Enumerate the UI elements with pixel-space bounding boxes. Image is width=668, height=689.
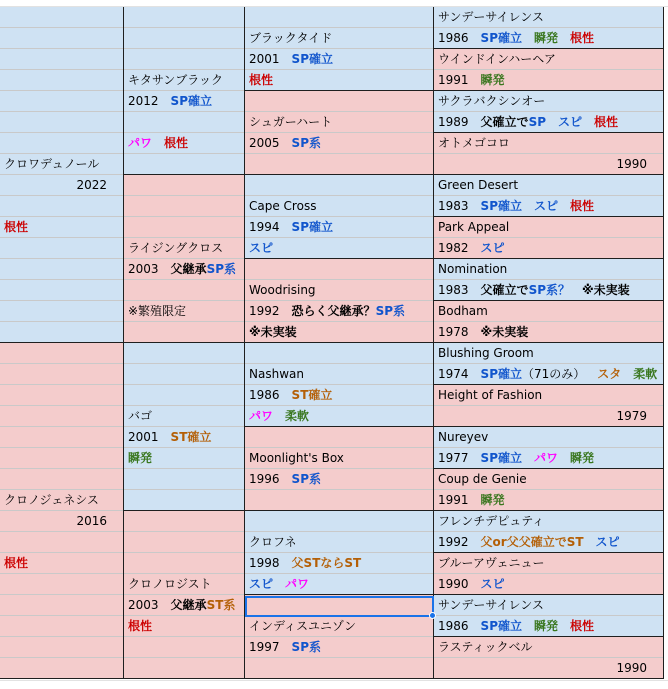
sheet-row[interactable] [0,616,123,637]
gen4-cell-sire[interactable] [434,7,664,49]
trait-label: 瞬発 [534,619,559,633]
sheet-row[interactable] [434,595,663,616]
gen4-cell-dam[interactable] [434,553,664,595]
sheet-row[interactable] [124,637,244,658]
inheritance-note: 父確立でSP系？ [480,283,571,297]
gen4-cell-sire[interactable] [434,259,664,301]
sheet-row[interactable] [245,616,433,637]
sheet-row[interactable] [124,385,244,406]
sheet-row[interactable] [434,469,663,490]
sheet-row[interactable] [245,217,433,238]
sheet-row[interactable] [0,280,123,301]
sheet-row[interactable] [434,280,663,301]
birth-year: 1983 [438,283,469,297]
trait-label: SP確立 [170,94,212,108]
sheet-row[interactable] [434,406,663,427]
sheet-row[interactable] [245,406,433,427]
sheet-row[interactable] [124,406,244,427]
sheet-row[interactable] [434,7,663,28]
trait-label: 柔軟 [285,409,310,423]
birth-year: 1992 [438,535,469,549]
trait-label: 根性 [570,619,595,633]
horse-name: Nureyev [438,430,489,444]
sheet-row[interactable] [0,112,123,133]
trait-label: スピ [480,577,505,591]
sheet-row[interactable] [0,658,123,679]
sheet-row[interactable] [124,343,244,364]
sheet-row[interactable] [434,196,663,217]
horse-name: Cape Cross [249,199,317,213]
sheet-row[interactable] [434,532,663,553]
sheet-row[interactable] [434,301,663,322]
sheet-row[interactable] [124,175,244,196]
horse-name: クロワデュノール [4,157,100,171]
sheet-row[interactable] [124,112,244,133]
sheet-row[interactable] [124,217,244,238]
sheet-row[interactable] [0,406,123,427]
gen4-cell-sire[interactable] [434,91,664,133]
birth-year: 1998 [249,556,280,570]
sheet-row[interactable] [434,238,663,259]
birth-year: 2003 [128,262,159,276]
sheet-row[interactable] [245,91,433,112]
trait-label: SP確立 [291,52,333,66]
horse-name: シュガーハート [249,115,333,129]
gen4-cell-dam[interactable] [434,49,664,91]
trait-label: スピ [595,535,620,549]
sheet-row[interactable] [434,658,663,679]
gen4-cell-sire[interactable] [434,595,664,637]
birth-year: 2022 [76,178,107,192]
sheet-row[interactable] [124,238,244,259]
horse-name: Height of Fashion [438,388,543,402]
sheet-row[interactable] [245,574,433,595]
trait-label: ※未実装 [480,325,529,339]
trait-label: 根性 [249,73,274,87]
sheet-row[interactable] [124,469,244,490]
sheet-row[interactable] [434,427,663,448]
sheet-row[interactable] [245,112,433,133]
trait-label: 瞬発 [480,73,505,87]
sheet-row[interactable] [434,112,663,133]
active-cell-selection[interactable] [245,596,434,617]
birth-year: 1992 [249,304,280,318]
gen3-cell-dam[interactable] [245,259,434,343]
gen4-cell-dam[interactable] [434,133,664,175]
sheet-row[interactable] [245,7,433,28]
trait-label: スピ [249,577,274,591]
sheet-row[interactable] [0,238,123,259]
sheet-row[interactable] [245,175,433,196]
sheet-row[interactable] [0,490,123,511]
birth-year: 1991 [438,73,469,87]
sheet-row[interactable] [124,427,244,448]
sheet-row[interactable] [434,217,663,238]
sheet-row[interactable] [245,511,433,532]
trait-label: 柔軟 [633,367,658,381]
sheet-row[interactable] [245,469,433,490]
horse-name: Park Appeal [438,220,510,234]
horse-name: インディスユニゾン [249,619,357,633]
sheet-row[interactable] [124,280,244,301]
trait-label: スピ [480,241,505,255]
sheet-row[interactable] [434,175,663,196]
horse-name: Green Desert [438,178,519,192]
gen2-cell-sire[interactable] [124,343,245,511]
birth-year: 1989 [438,115,469,129]
birth-year: 2016 [76,514,107,528]
gen3-cell-sire[interactable] [245,511,434,595]
sheet-row[interactable] [124,7,244,28]
trait-label: 根性 [570,31,595,45]
sheet-row[interactable] [0,637,123,658]
trait-label: ※未実装 [582,283,630,297]
sheet-row[interactable] [0,49,123,70]
sheet-row[interactable] [245,196,433,217]
sheet-row[interactable] [124,154,244,175]
sheet-row[interactable] [245,49,433,70]
sheet-row[interactable] [245,70,433,91]
birth-year: 2001 [128,430,159,444]
sheet-row[interactable] [245,658,433,679]
horse-name: Woodrising [249,283,316,297]
birth-year: 1978 [438,325,469,339]
sheet-row[interactable] [0,217,123,238]
sheet-row[interactable] [124,595,244,616]
gen3-cell-sire[interactable] [245,7,434,91]
horse-name: ラスティックベル [438,640,533,654]
horse-name: バゴ [128,409,153,423]
sheet-row[interactable] [0,301,123,322]
sheet-row[interactable] [124,28,244,49]
sheet-row[interactable] [245,364,433,385]
sheet-row[interactable] [0,7,123,28]
birth-year: 1986 [438,619,469,633]
sheet-row[interactable] [434,133,663,154]
fill-handle[interactable] [429,612,436,619]
sheet-row[interactable] [0,553,123,574]
horse-name: サンデーサイレンス [438,598,544,612]
gen4-cell-dam[interactable] [434,637,664,679]
trait-label: 父STならST [291,556,362,570]
birth-year: 1986 [438,31,469,45]
horse-name: サクラバクシンオー [438,94,546,108]
trait-label: SP確立 [480,619,522,633]
sheet-row[interactable] [0,448,123,469]
sheet-row[interactable] [0,511,123,532]
trait-label: SP系 [291,472,321,486]
birth-year: 1990 [616,157,647,171]
sheet-row[interactable] [124,532,244,553]
birth-year: 1974 [438,367,469,381]
gen4-cell-dam[interactable] [434,385,664,427]
birth-year: 1982 [438,241,469,255]
sheet-row[interactable] [0,322,123,343]
gen4-cell-sire[interactable] [434,343,664,385]
sheet-row[interactable] [124,364,244,385]
trait-label: スタ [597,367,622,381]
trait-label: パワ [249,409,274,423]
horse-name: Blushing Groom [438,346,534,360]
horse-name: クロノジェネシス [4,493,99,507]
horse-name: ブラックタイド [249,31,333,45]
trait-label: 根性 [4,556,29,570]
horse-name: Nomination [438,262,508,276]
sheet-row[interactable] [124,301,244,322]
trait-label: ※未実装 [249,325,297,339]
sheet-row[interactable] [0,427,123,448]
horse-name: Coup de Genie [438,472,527,486]
horse-name: クロフネ [249,535,297,549]
gen4-cell-dam[interactable] [434,469,664,511]
sheet-row[interactable] [0,364,123,385]
birth-year: 1977 [438,451,469,465]
sheet-row[interactable] [245,133,433,154]
sheet-row[interactable] [124,91,244,112]
sheet-row[interactable] [0,196,123,217]
sheet-row[interactable] [245,28,433,49]
sheet-row[interactable] [0,133,123,154]
birth-year: 2003 [128,598,159,612]
sheet-row[interactable] [245,301,433,322]
birth-year: 1986 [249,388,280,402]
gen4-cell-sire[interactable] [434,427,664,469]
sheet-row[interactable] [434,91,663,112]
sheet-row[interactable] [245,490,433,511]
trait-label: 根性 [570,199,595,213]
gen1-cell-sire[interactable] [0,7,124,343]
gen4-cell-sire[interactable] [434,175,664,217]
horse-name: クロノロジスト [128,577,212,591]
sheet-row[interactable] [124,133,244,154]
trait-label: 根性 [4,220,29,234]
sheet-row[interactable] [245,448,433,469]
sheet-row[interactable] [124,658,244,679]
trait-label: ST確立 [170,430,212,444]
sheet-row[interactable] [245,532,433,553]
sheet-row[interactable] [124,259,244,280]
horse-name: ブルーアヴェニュー [438,556,545,570]
sheet-row[interactable] [434,28,663,49]
trait-label: パワ [534,451,559,465]
trait-label: SP確立 [480,367,522,381]
sheet-row[interactable] [0,469,123,490]
sheet-row[interactable] [245,154,433,175]
sheet-row[interactable] [124,616,244,637]
trait-label: SP系 [291,136,321,150]
trait-label: SP確立 [480,31,522,45]
birth-year: 1990 [616,661,647,675]
sheet-row[interactable] [0,154,123,175]
sheet-row[interactable] [434,385,663,406]
horse-name: キタサンブラック [128,73,224,87]
birth-year: 2005 [249,136,280,150]
birth-year: 1983 [438,199,469,213]
sheet-row[interactable] [434,553,663,574]
horse-name: Moonlight's Box [249,451,344,465]
horse-name: ウインドインハーヘア [438,52,556,66]
sheet-row[interactable] [245,637,433,658]
gen1-cell-dam[interactable] [0,343,124,679]
sheet-row[interactable] [124,322,244,343]
trait-label: スピ [534,199,559,213]
horse-name: Nashwan [249,367,304,381]
sheet-row[interactable] [0,259,123,280]
trait-label: 根性 [594,115,619,129]
trait-label: SP確立 [480,199,522,213]
gen2-cell-dam[interactable] [124,511,245,679]
gridline [0,680,668,681]
sheet-row[interactable] [0,385,123,406]
sheet-row[interactable] [124,70,244,91]
gen4-cell-dam[interactable] [434,217,664,259]
birth-year: 1994 [249,220,280,234]
sheet-row[interactable] [0,574,123,595]
horse-name: オトメゴコロ [438,136,510,150]
sheet-row[interactable] [434,637,663,658]
gen3-cell-dam[interactable] [245,91,434,175]
gen3-cell-dam[interactable] [245,427,434,511]
sheet-row[interactable] [434,154,663,175]
trait-label: 根性 [164,136,189,150]
trait-label: 瞬発 [480,493,505,507]
horse-name: ライジングクロス [128,241,224,255]
sheet-row[interactable] [434,574,663,595]
trait-label: SP確立 [291,220,333,234]
birth-year: 1997 [249,640,280,654]
sheet-row[interactable] [434,448,663,469]
sheet-row[interactable] [434,490,663,511]
horse-name: フレンチデピュティ [438,514,545,528]
birth-year: 1991 [438,493,469,507]
sheet-row[interactable] [245,238,433,259]
sheet-row[interactable] [245,427,433,448]
trait-label: SP系 [291,640,321,654]
trait-label: ST確立 [291,388,333,402]
birth-year: 1990 [438,577,469,591]
sheet-row[interactable] [0,70,123,91]
sheet-row[interactable] [434,511,663,532]
trait-label: （71のみ） [522,367,586,381]
sheet-row[interactable] [245,322,433,343]
sheet-row[interactable] [245,259,433,280]
inheritance-note: 恐らく父継承？SP系 [291,304,406,318]
birth-year: 1996 [249,472,280,486]
sheet-row[interactable] [124,196,244,217]
gen2-cell-dam[interactable] [124,175,245,343]
sheet-row[interactable] [124,448,244,469]
sheet-row[interactable] [0,595,123,616]
sheet-row[interactable] [245,553,433,574]
sheet-row[interactable] [434,616,663,637]
trait-label: SP確立 [480,451,522,465]
sheet-row[interactable] [0,175,123,196]
sheet-row[interactable] [124,49,244,70]
horse-name: ※繁殖限定 [128,304,187,318]
sheet-row[interactable] [245,385,433,406]
sheet-row[interactable] [0,532,123,553]
birth-year: 2012 [128,94,159,108]
gen2-cell-sire[interactable] [124,7,245,175]
trait-label: 瞬発 [534,31,559,45]
gen4-cell-sire[interactable] [434,511,664,553]
sheet-row[interactable] [434,343,663,364]
sheet-row[interactable] [434,322,663,343]
inheritance-note: 父継承SP系 [170,262,237,276]
trait-label: 瞬発 [570,451,595,465]
trait-label: スピ [558,115,583,129]
trait-label: 瞬発 [128,451,153,465]
birth-year: 2001 [249,52,280,66]
inheritance-note: 父確立でSP [480,115,546,129]
gen3-cell-sire[interactable] [245,343,434,427]
sheet-row[interactable] [0,343,123,364]
sheet-row[interactable] [124,574,244,595]
sheet-row[interactable] [124,511,244,532]
sheet-row[interactable] [0,28,123,49]
sheet-row[interactable] [245,280,433,301]
sheet-row[interactable] [0,91,123,112]
trait-label: パワ [285,577,310,591]
sheet-row[interactable] [124,553,244,574]
sheet-row[interactable] [434,49,663,70]
sheet-row[interactable] [434,364,663,385]
sheet-row[interactable] [124,490,244,511]
horse-name: サンデーサイレンス [438,10,544,24]
inheritance-note: 父継承ST系 [170,598,236,612]
gen3-cell-sire[interactable] [245,175,434,259]
trait-label: スピ [249,241,274,255]
sheet-row[interactable] [245,343,433,364]
sheet-row[interactable] [434,70,663,91]
trait-label: パワ [128,136,153,150]
trait-label: 父or父父確立でST [480,535,584,549]
birth-year: 1979 [616,409,647,423]
horse-name: Bodham [438,304,488,318]
sheet-row[interactable] [434,259,663,280]
gen4-cell-dam[interactable] [434,301,664,343]
trait-label: 根性 [128,619,153,633]
